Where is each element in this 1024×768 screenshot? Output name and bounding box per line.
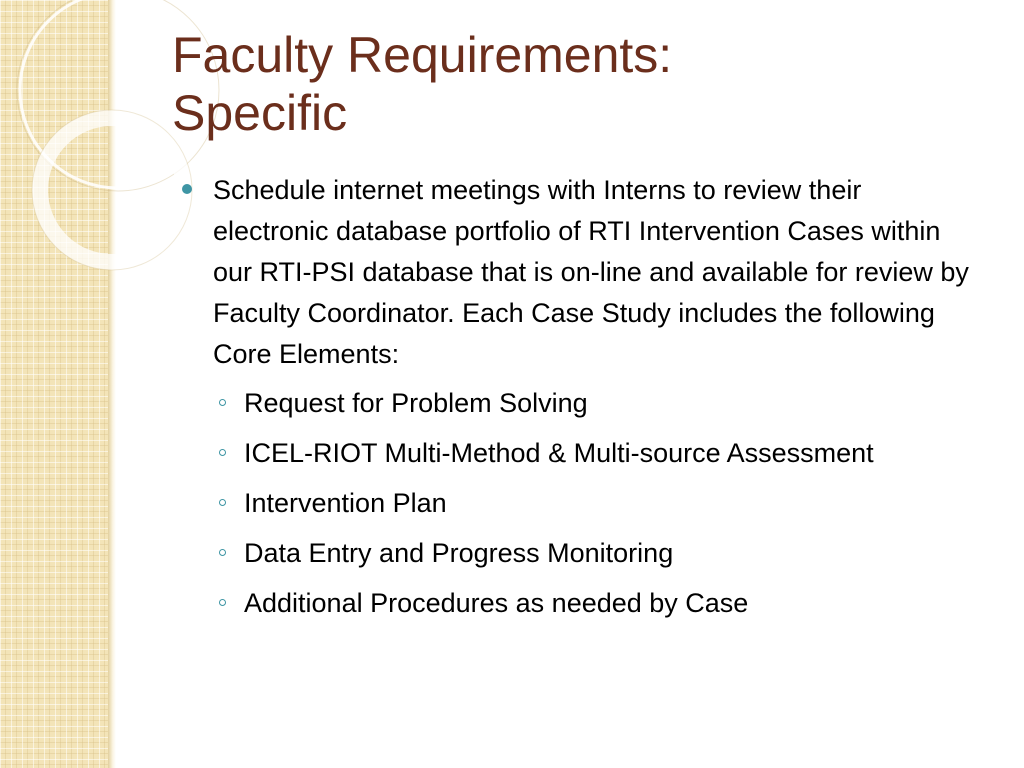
list-item	[182, 583, 972, 624]
slide-title	[172, 26, 972, 142]
core-elements-list	[182, 383, 972, 624]
hollow-circle-icon	[219, 549, 226, 556]
main-bullet	[182, 170, 972, 375]
filled-circle-icon	[182, 184, 192, 194]
list-item-text: Request for Problem Solving	[244, 388, 588, 418]
list-item-text: Intervention Plan	[244, 488, 447, 518]
list-item-text: Data Entry and Progress Monitoring	[244, 538, 674, 568]
main-bullet-text: Schedule internet meetings with Interns to review their electronic database portfolio of RTI Intervention Cases within our RTI-PSI database that is on-line and available for review by Faculty Coordinator. Each Case Study includes the following Core Elements:	[213, 175, 969, 369]
list-item	[182, 433, 972, 474]
hollow-circle-icon	[219, 499, 226, 506]
list-item-text: ICEL-RIOT Multi-Method & Multi-source Assessment	[244, 438, 874, 468]
hollow-circle-icon	[219, 399, 226, 406]
hollow-circle-icon	[219, 599, 226, 606]
title-line-1: Faculty Requirements:	[172, 27, 673, 83]
list-item	[182, 533, 972, 574]
slide-body	[182, 170, 972, 633]
hollow-circle-icon	[219, 449, 226, 456]
title-line-2: Specific	[172, 85, 348, 141]
list-item	[182, 383, 972, 424]
list-item-text: Additional Procedures as needed by Case	[244, 588, 749, 618]
list-item	[182, 483, 972, 524]
